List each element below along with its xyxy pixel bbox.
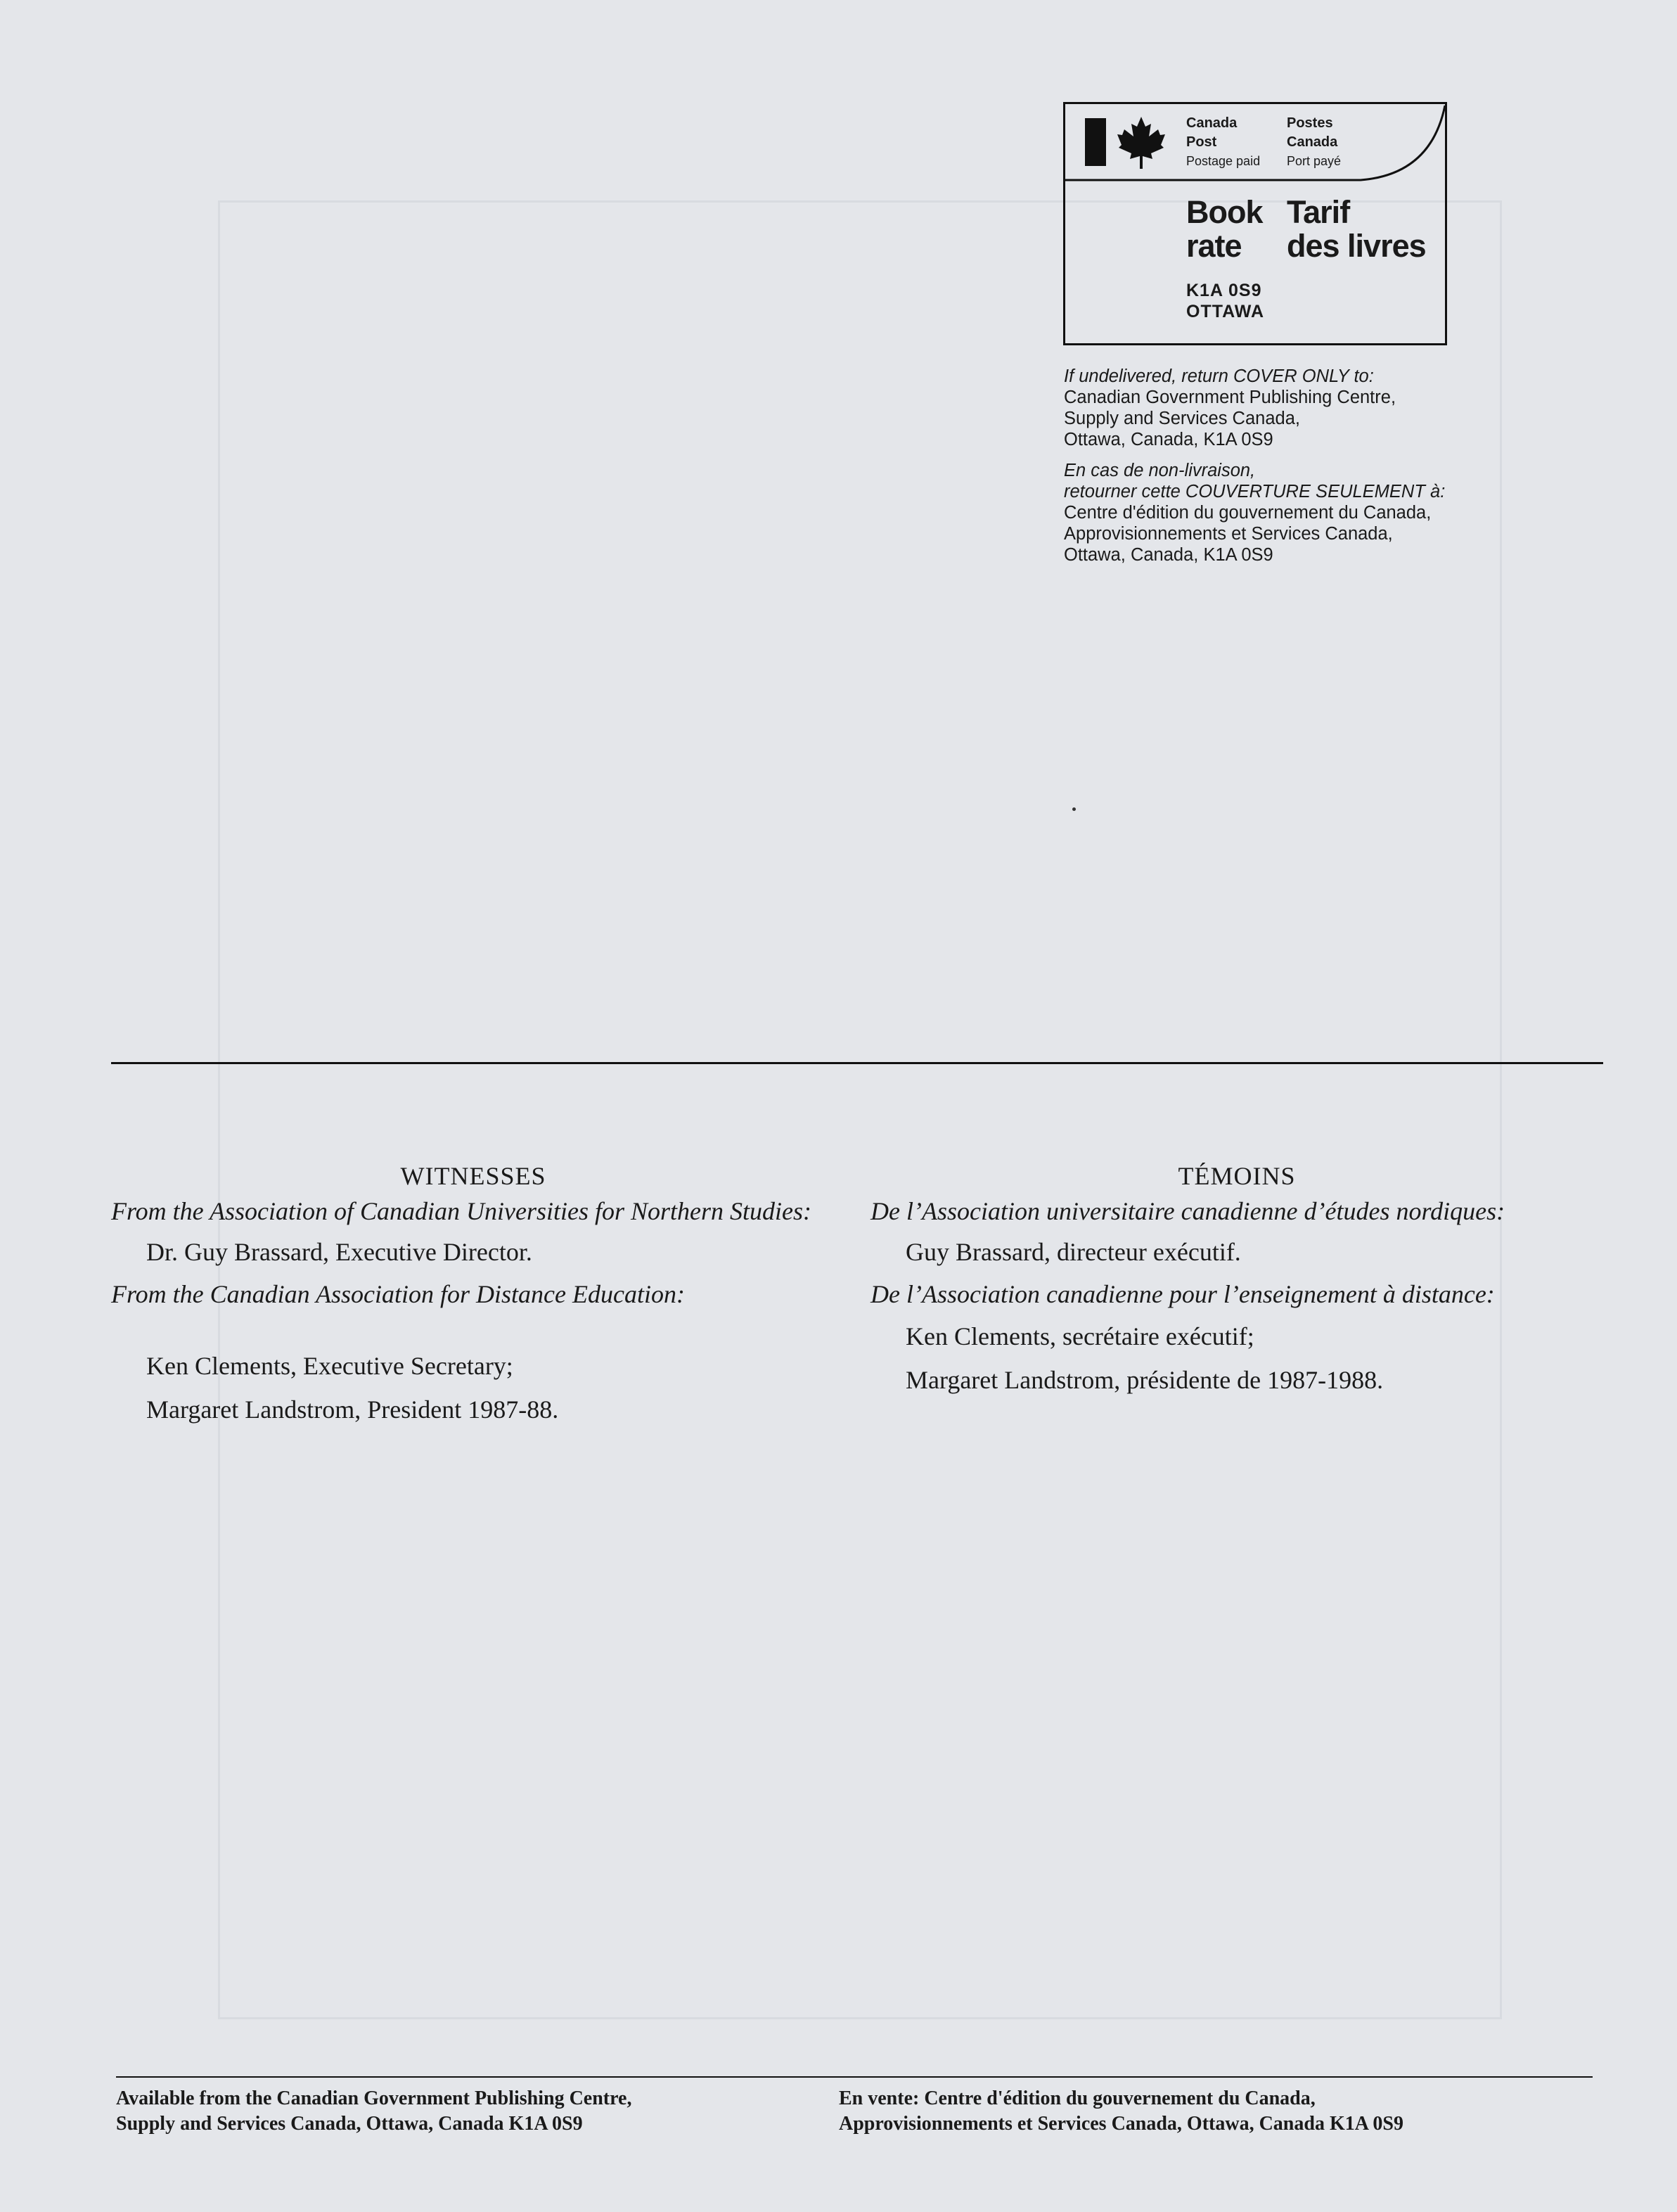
footer-fr-line: Approvisionnements et Services Canada, Ottawa, Canada K1A 0S9: [839, 2113, 1403, 2135]
return-fr-line: Ottawa, Canada, K1A 0S9: [1064, 545, 1273, 565]
return-en-line: If undelivered, return COVER ONLY to:: [1064, 366, 1374, 386]
witness-organization: From the Association of Canadian Universities for Northern Studies:: [111, 1197, 811, 1225]
footer-fr-line: En vente: Centre d'édition du gouvernement du Canada,: [839, 2088, 1316, 2109]
footer-rule: [116, 2076, 1593, 2078]
return-fr-line: Centre d'édition du gouvernement du Canada,: [1064, 503, 1432, 523]
flag-bar: [1085, 118, 1106, 166]
witness-name: Dr. Guy Brassard, Executive Director.: [146, 1238, 532, 1266]
return-fr-line: En cas de non-livraison,: [1064, 461, 1256, 480]
witness-name: Margaret Landstrom, présidente de 1987-1988.: [906, 1366, 1384, 1394]
footer-fr: [839, 2086, 1403, 2137]
return-en-line: Supply and Services Canada,: [1064, 409, 1300, 428]
post-en-line2: Post: [1186, 134, 1217, 150]
post-fr-sub: Port payé: [1287, 154, 1342, 168]
witnesses-fr-column: [870, 1161, 1603, 1395]
indicia-address: [1186, 280, 1264, 322]
rate-en-line1: Book: [1186, 194, 1263, 230]
rate-en-line2: rate: [1186, 228, 1242, 264]
return-en-line: Canadian Government Publishing Centre,: [1064, 388, 1396, 407]
post-en-sub: Postage paid: [1186, 154, 1261, 168]
witness-organization: De l’Association universitaire canadienne d’études nordiques:: [870, 1197, 1505, 1225]
post-fr-line2: Canada: [1287, 134, 1338, 150]
witness-name: Margaret Landstrom, President 1987-88.: [146, 1395, 559, 1424]
rate-fr-line1: Tarif: [1287, 194, 1350, 230]
witness-name: Ken Clements, Executive Secretary;: [146, 1352, 513, 1380]
postal-code: K1A 0S9: [1186, 281, 1262, 300]
return-address: [1064, 366, 1556, 565]
divider-rule: [111, 1062, 1603, 1064]
post-en-block: [1186, 114, 1260, 171]
post-fr-block: [1287, 114, 1341, 171]
footer-en-line: Available from the Canadian Government Publishing Centre,: [116, 2088, 632, 2109]
footer-en-line: Supply and Services Canada, Ottawa, Canada K1A 0S9: [116, 2113, 583, 2135]
footer-en: [116, 2086, 631, 2137]
rate-fr: [1287, 196, 1426, 263]
return-fr-line: Approvisionnements et Services Canada,: [1064, 524, 1393, 544]
stray-mark: [1072, 807, 1076, 811]
rate-fr-line2: des livres: [1287, 228, 1426, 264]
city: OTTAWA: [1186, 302, 1265, 321]
witness-name: Ken Clements, secrétaire exécutif;: [906, 1322, 1254, 1350]
indicia-header: [1065, 104, 1445, 181]
post-en-line1: Canada: [1186, 115, 1238, 131]
witnesses-en-column: [111, 1161, 835, 1425]
postage-indicia: [1063, 102, 1447, 345]
witness-name: Guy Brassard, directeur exécutif.: [906, 1238, 1241, 1266]
return-fr-line: retourner cette COUVERTURE SEULEMENT à:: [1064, 482, 1446, 501]
witnesses-heading: WITNESSES: [400, 1162, 546, 1190]
witness-organization: De l’Association canadienne pour l’enseignement à distance:: [870, 1280, 1495, 1308]
maple-leaf-icon: [1116, 114, 1167, 170]
rate-en: [1186, 196, 1263, 263]
witness-organization: From the Canadian Association for Distance Education:: [111, 1280, 685, 1308]
post-fr-line1: Postes: [1287, 115, 1333, 131]
temoins-heading: TÉMOINS: [1178, 1162, 1296, 1190]
return-en-line: Ottawa, Canada, K1A 0S9: [1064, 430, 1273, 449]
